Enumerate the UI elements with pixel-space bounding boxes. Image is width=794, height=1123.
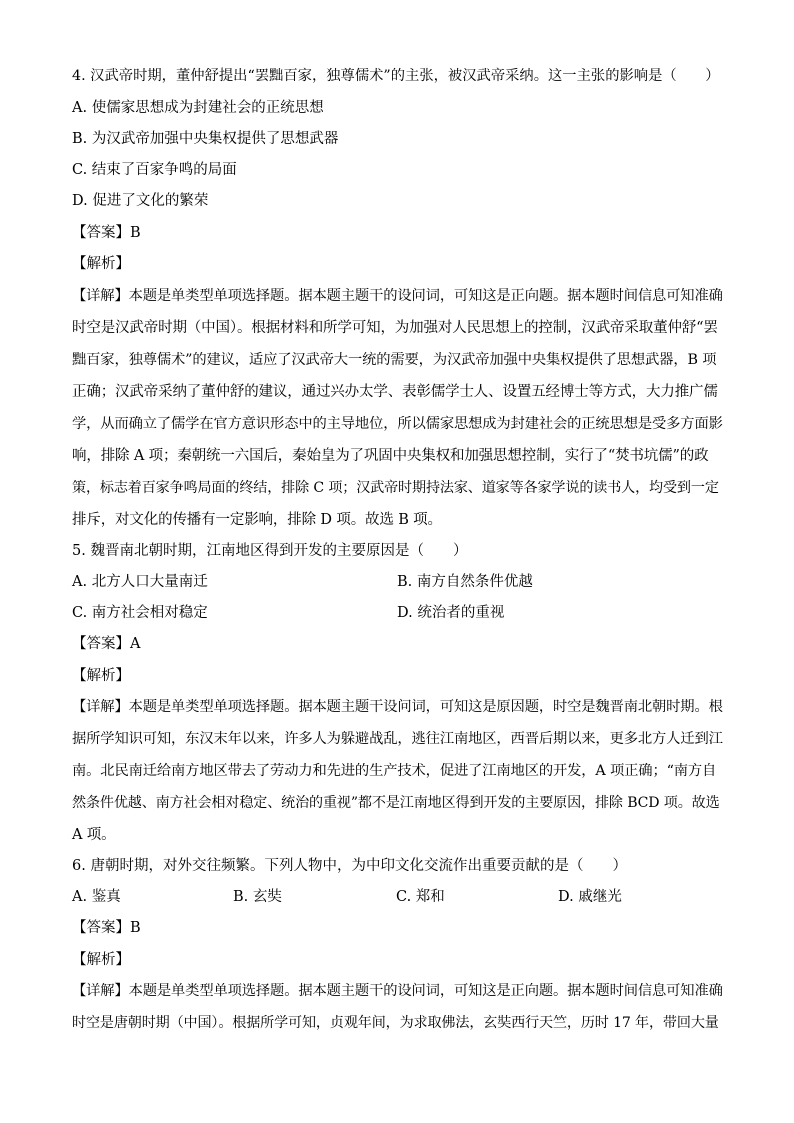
q5-option-d: D. 统治者的重视 xyxy=(397,605,505,621)
q6-analysis-label: 【解析】 xyxy=(72,952,130,968)
q5-analysis-line: 然条件优越、南方社会相对稳定、统治的重视”都不是江南地区得到开发的主要原因，排除 BCD 项。故选 xyxy=(72,795,720,811)
q5-option-a: A. 北方人口大量南迁 xyxy=(72,574,208,590)
q6-option-d: D. 戚继光 xyxy=(558,889,622,905)
q4-analysis-line: 排斥，对文化的传播有一定影响，排除 D 项。故选 B 项。 xyxy=(72,512,442,528)
q5-option-c: C. 南方社会相对稳定 xyxy=(72,605,208,621)
q4-answer: 【答案】B xyxy=(72,225,141,241)
q5-analysis-line: A 项。 xyxy=(72,827,116,843)
q4-analysis-line: 学，从而确立了儒学在官方意识形态中的主导地位，所以儒家思想成为封建社会的正统思想是受多方面影 xyxy=(72,416,723,432)
q6-option-b: B. 玄奘 xyxy=(233,889,282,905)
q4-analysis-line: 黜百家，独尊儒术”的建议，适应了汉武帝大一统的需要，为汉武帝加强中央集权提供了思想武器，B 项 xyxy=(72,352,717,368)
q5-stem: 5. 魏晋南北朝时期，江南地区得到开发的主要原因是（ ） xyxy=(72,543,468,559)
q6-analysis-line: 【详解】本题是单类型单项选择题。据本题主题干的设问词，可知这是正向题。据本题时间信息可知准确 xyxy=(72,983,723,999)
q4-option-a: A. 使儒家思想成为封建社会的正统思想 xyxy=(72,100,324,116)
q5-answer: 【答案】A xyxy=(72,636,141,652)
q6-option-a: A. 鉴真 xyxy=(72,889,121,905)
q4-option-d: D. 促进了文化的繁荣 xyxy=(72,193,209,209)
q6-option-c: C. 郑和 xyxy=(396,889,445,905)
q4-analysis-line: 正确；汉武帝采纳了董仲舒的建议，通过兴办太学、表彰儒学士人、设置五经博士等方式，大力推广儒 xyxy=(72,384,718,400)
q5-analysis-label: 【解析】 xyxy=(72,668,130,684)
q4-analysis-line: 响，排除 A 项；秦朝统一六国后，秦始皇为了巩固中央集权和加强思想控制，实行了“焚书坑儒”的政 xyxy=(72,448,709,464)
q4-analysis-label: 【解析】 xyxy=(72,256,130,272)
q5-analysis-line: 据所学知识可知，东汉末年以来，许多人为躲避战乱，逃往江南地区，西晋后期以来，更多北方人迁到江 xyxy=(72,731,723,747)
q5-analysis-line: 南。北民南迁给南方地区带去了劳动力和先进的生产技术，促进了江南地区的开发，A 项正确；“南方自 xyxy=(72,763,717,779)
q4-analysis-line: 时空是汉武帝时期（中国）。根据材料和所学可知，为加强对人民思想上的控制，汉武帝采取董仲舒“罢 xyxy=(72,320,718,336)
q4-stem: 4. 汉武帝时期，董仲舒提出“罢黜百家，独尊儒术”的主张，被汉武帝采纳。这一主张的影响是（ ） xyxy=(72,68,720,84)
q4-analysis-line: 【详解】本题是单类型单项选择题。据本题主题干的设问词，可知这是正向题。据本题时间信息可知准确 xyxy=(72,288,723,304)
q6-answer: 【答案】B xyxy=(72,920,141,936)
q6-analysis-line: 时空是唐朝时期（中国）。根据所学可知，贞观年间，为求取佛法，玄奘西行天竺，历时 17 年，带回大量 xyxy=(72,1015,719,1031)
q4-option-c: C. 结束了百家争鸣的局面 xyxy=(72,162,237,178)
q5-option-b: B. 南方自然条件优越 xyxy=(397,574,533,590)
q6-stem: 6. 唐朝时期，对外交往频繁。下列人物中，为中印文化交流作出重要贡献的是（ ） xyxy=(72,858,627,874)
q4-analysis-line: 策，标志着百家争鸣局面的终结，排除 C 项；汉武帝时期持法家、道家等各家学说的读书人，均受到一定 xyxy=(72,480,719,496)
q5-analysis-line: 【详解】本题是单类型单项选择题。据本题主题干设问词，可知这是原因题，时空是魏晋南北朝时期。根 xyxy=(72,699,723,715)
q4-option-b: B. 为汉武帝加强中央集权提供了思想武器 xyxy=(72,131,339,147)
